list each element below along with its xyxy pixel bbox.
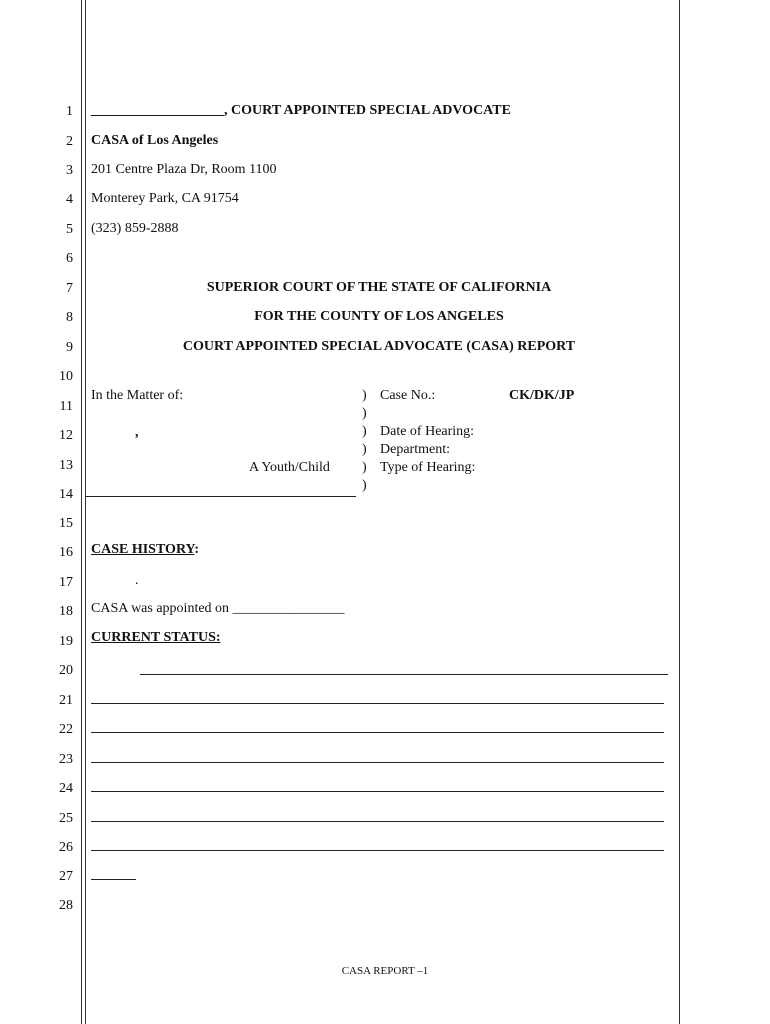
phone-number: (323) 859-2888: [91, 221, 179, 236]
caption-paren: ): [362, 478, 367, 493]
case-history-heading-text: CASE HISTORY: [91, 542, 195, 557]
hearing-date-label: Date of Hearing:: [380, 424, 475, 439]
advocate-name-line: ___________________, COURT APPOINTED SPECIAL ADVOCATE: [91, 103, 511, 118]
line-number: 1: [66, 104, 73, 119]
matter-label: In the Matter of:: [91, 388, 184, 403]
caption-paren: ): [362, 460, 367, 475]
report-title: COURT APPOINTED SPECIAL ADVOCATE (CASA) REPORT: [182, 339, 576, 354]
line-number: 14: [59, 487, 73, 502]
address-line-1: 201 Centre Plaza Dr, Room 1100: [91, 162, 277, 177]
left-margin-rule-outer: [81, 0, 82, 1024]
line-number: 21: [59, 693, 73, 708]
line-number: 17: [59, 575, 73, 590]
status-blank-line: [91, 821, 664, 822]
status-blank-line: [140, 674, 668, 675]
case-number-label: Case No.:: [380, 388, 436, 403]
status-blank-line: [91, 703, 664, 704]
line-number: 13: [59, 458, 73, 473]
line-number: 24: [59, 781, 73, 796]
org-name: CASA of Los Angeles: [91, 133, 219, 148]
line-number: 22: [59, 722, 73, 737]
appointed-text: CASA was appointed on ________________: [91, 601, 345, 616]
line-number: 2: [66, 134, 73, 149]
department-label: Department:: [380, 442, 450, 457]
caption-paren: ): [362, 424, 367, 439]
line-number: 26: [59, 840, 73, 855]
status-blank-line: [91, 850, 664, 851]
caption-paren: ): [362, 388, 367, 403]
line-number: 18: [59, 604, 73, 619]
youth-label: A Youth/Child: [249, 460, 330, 475]
line-number: 20: [59, 663, 73, 678]
line-number: 9: [66, 340, 73, 355]
case-number-value: CK/DK/JP: [509, 388, 575, 403]
status-blank-line: [91, 762, 664, 763]
address-line-2: Monterey Park, CA 91754: [91, 191, 239, 206]
line-number: 15: [59, 516, 73, 531]
line-number: 4: [66, 192, 73, 207]
current-status-heading: CURRENT STATUS:: [91, 630, 221, 645]
line-number: 3: [66, 163, 73, 178]
status-blank-line: [91, 732, 664, 733]
case-history-colon: :: [194, 542, 200, 557]
line-number: 8: [66, 310, 73, 325]
left-margin-rule-inner: [85, 0, 86, 1024]
line-number: 12: [59, 428, 73, 443]
court-title-line-1: SUPERIOR COURT OF THE STATE OF CALIFORNIA: [206, 280, 552, 295]
history-period: .: [135, 573, 139, 588]
line-number: 25: [59, 811, 73, 826]
line-number: 10: [59, 369, 73, 384]
line-number: 16: [59, 545, 73, 560]
line-number: 11: [59, 399, 73, 414]
status-blank-line-short: [91, 879, 136, 880]
status-blank-line: [91, 791, 664, 792]
caption-paren: ): [362, 442, 367, 457]
court-title-line-2: FOR THE COUNTY OF LOS ANGELES: [254, 309, 504, 324]
line-number: 7: [66, 281, 73, 296]
line-number: 28: [59, 898, 73, 913]
caption-underline: [86, 496, 356, 497]
line-number: 6: [66, 251, 73, 266]
caption-paren: ): [362, 406, 367, 421]
case-history-heading: [91, 542, 199, 558]
hearing-type-label: Type of Hearing:: [380, 460, 476, 475]
youth-name-comma: ,: [135, 425, 139, 440]
line-number: 5: [66, 222, 73, 237]
line-number: 19: [59, 634, 73, 649]
page-footer: CASA REPORT –1: [341, 965, 429, 977]
line-number: 23: [59, 752, 73, 767]
right-margin-rule: [679, 0, 680, 1024]
line-number: 27: [59, 869, 73, 884]
